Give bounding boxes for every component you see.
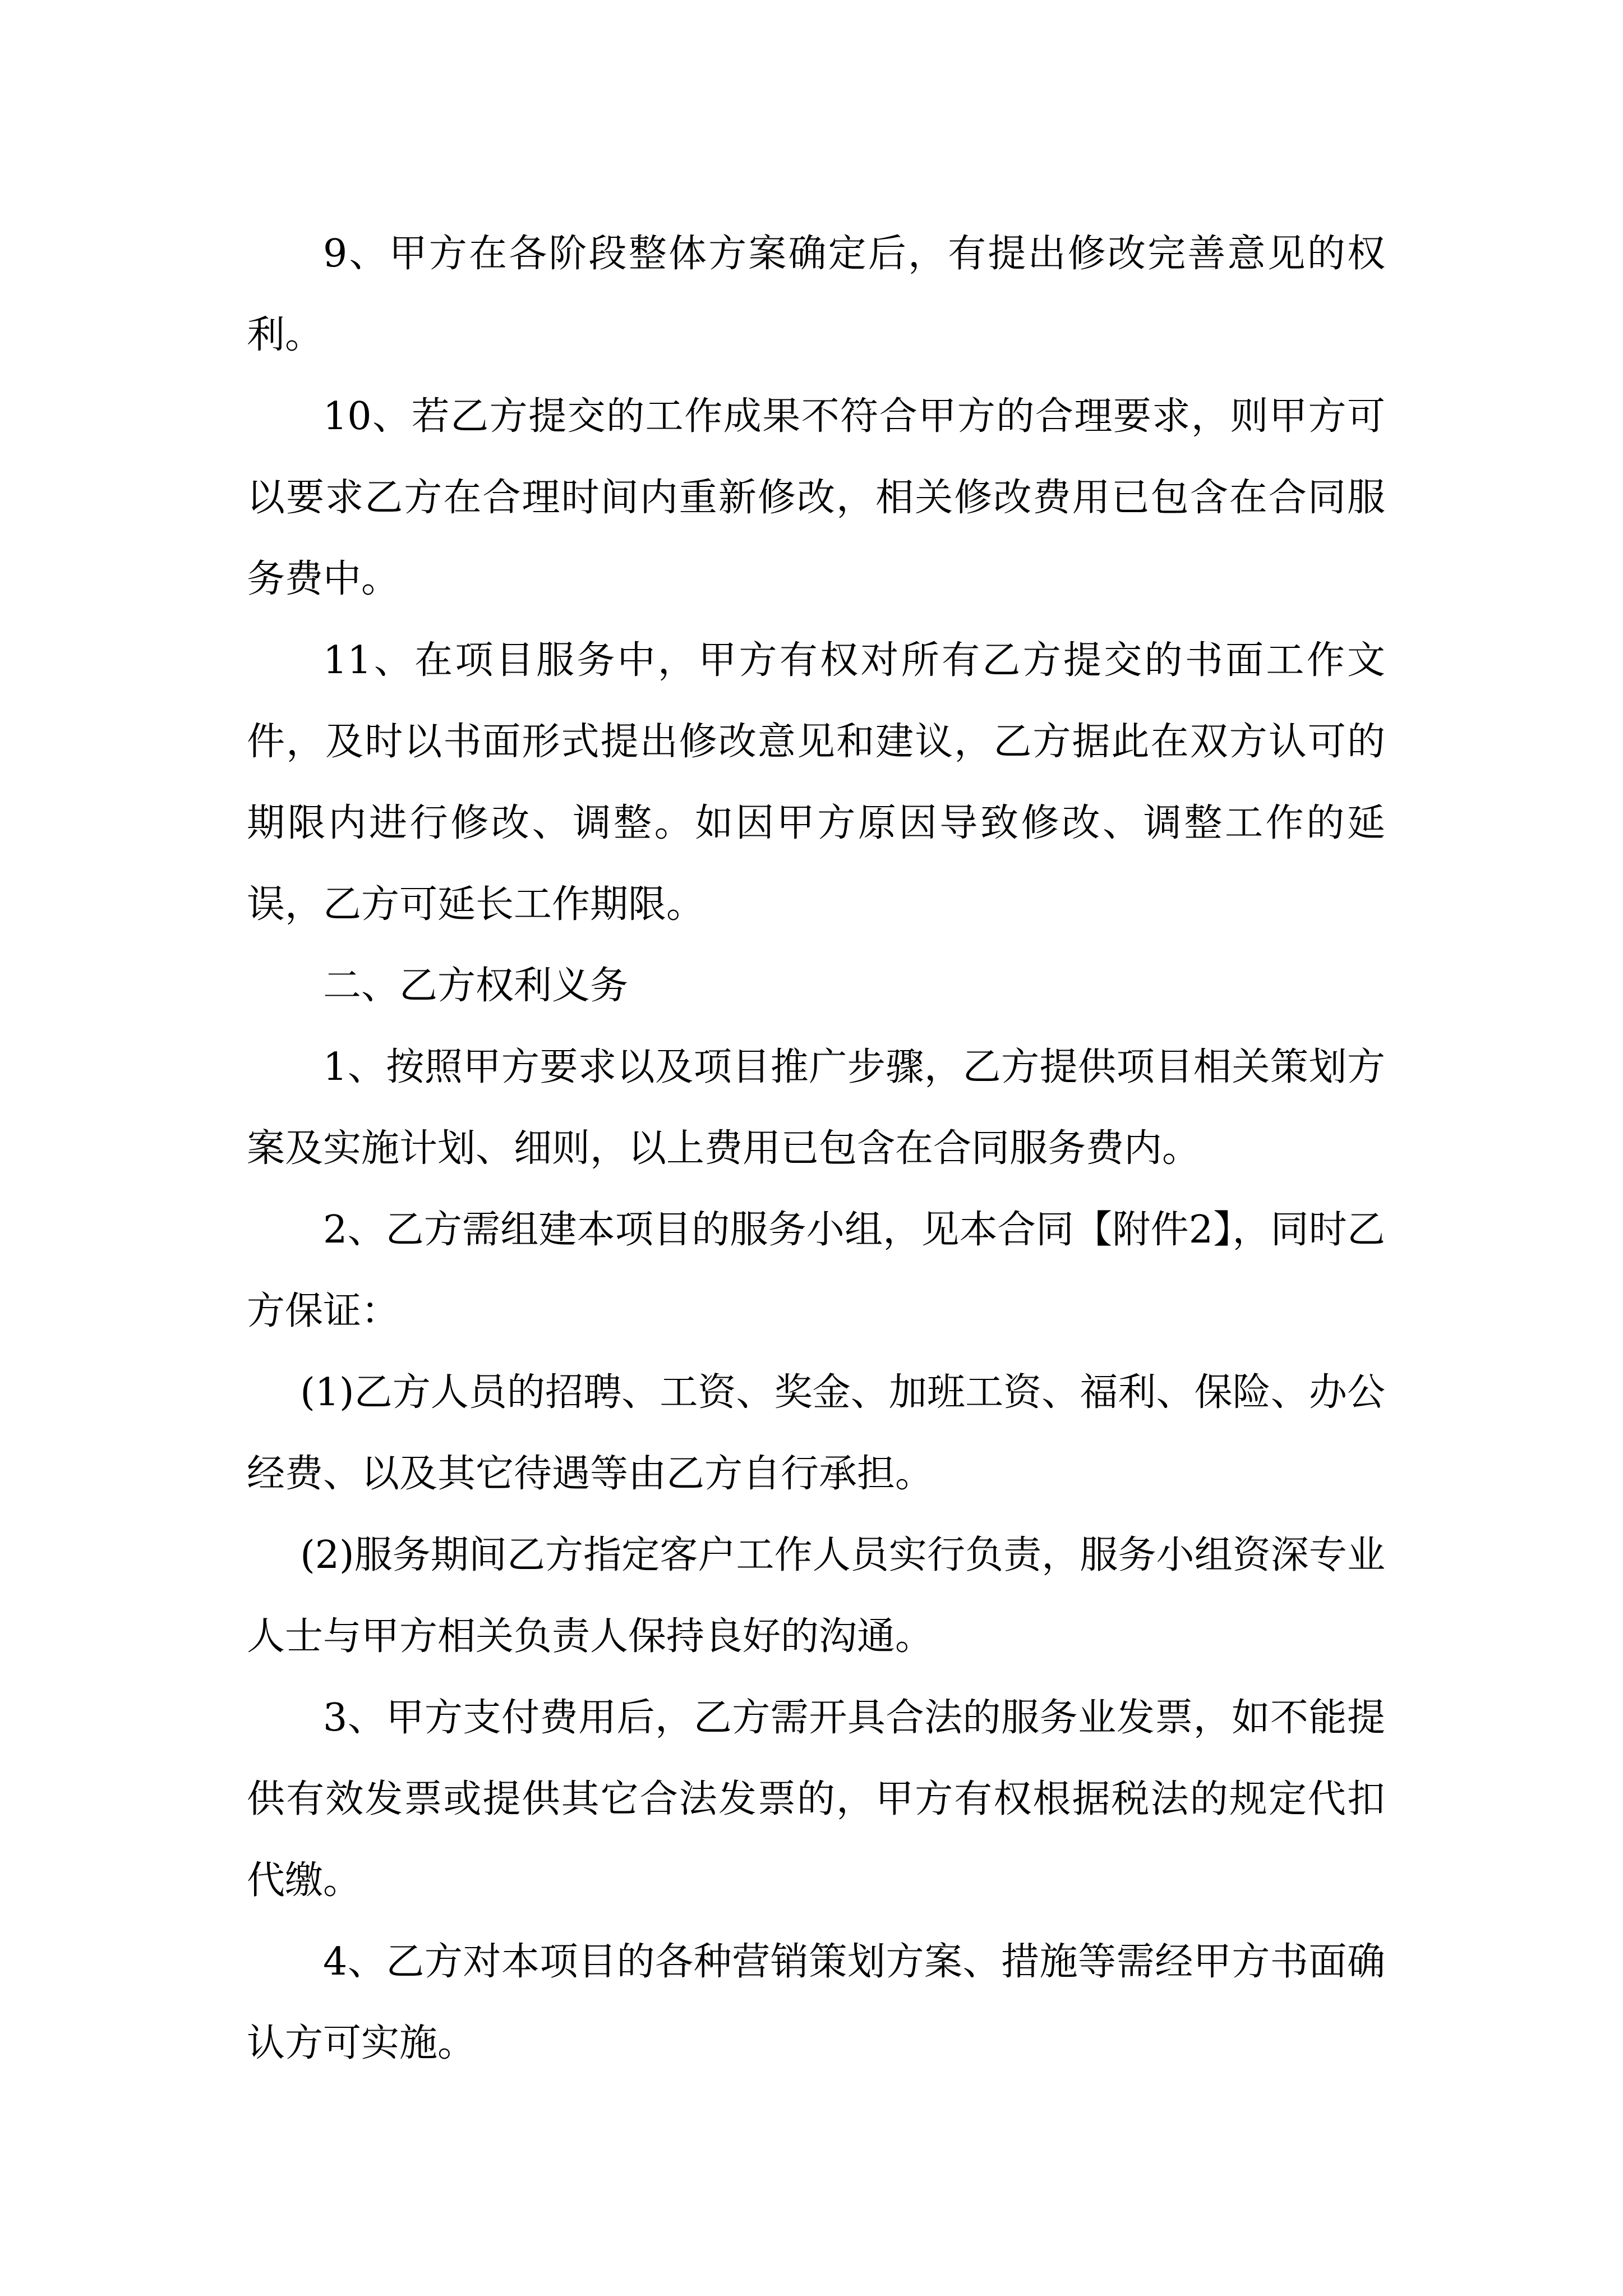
paragraph-b-clause-2-item-2: (2)服务期间乙方指定客户工作人员实行负责，服务小组资深专业人士与甲方相关负责人保持良好的沟通。 xyxy=(247,1533,1385,1659)
paragraph-clause-9: 9、甲方在各阶段整体方案确定后，有提出修改完善意见的权利。 xyxy=(247,232,1385,357)
section-heading-party-b-rights: 二、乙方权利义务 xyxy=(323,964,629,1008)
paragraph-b-clause-3: 3、甲方支付费用后，乙方需开具合法的服务业发票，如不能提供有效发票或提供其它合法发票的，甲方有权根据税法的规定代扣代缴。 xyxy=(247,1696,1385,1903)
paragraph-b-clause-2: 2、乙方需组建本项目的服务小组，见本合同【附件2】，同时乙方保证： xyxy=(247,1208,1385,1333)
paragraph-b-clause-1: 1、按照甲方要求以及项目推广步骤，乙方提供项目相关策划方案及实施计划、细则，以上费用已包含在合同服务费内。 xyxy=(247,1045,1385,1171)
document-body xyxy=(247,213,1385,2084)
paragraph-clause-11: 11、在项目服务中，甲方有权对所有乙方提交的书面工作文件，及时以书面形式提出修改意见和建议，乙方据此在双方认可的期限内进行修改、调整。如因甲方原因导致修改、调整工作的延误，乙方可延长工作期限。 xyxy=(247,638,1385,927)
paragraph-clause-10: 10、若乙方提交的工作成果不符合甲方的合理要求，则甲方可以要求乙方在合理时间内重新修改，相关修改费用已包含在合同服务费中。 xyxy=(247,394,1385,601)
paragraph-b-clause-2-item-1: (1)乙方人员的招聘、工资、奖金、加班工资、福利、保险、办公经费、以及其它待遇等由乙方自行承担。 xyxy=(247,1370,1385,1496)
paragraph-b-clause-4: 4、乙方对本项目的各种营销策划方案、措施等需经甲方书面确认方可实施。 xyxy=(247,1940,1385,2065)
